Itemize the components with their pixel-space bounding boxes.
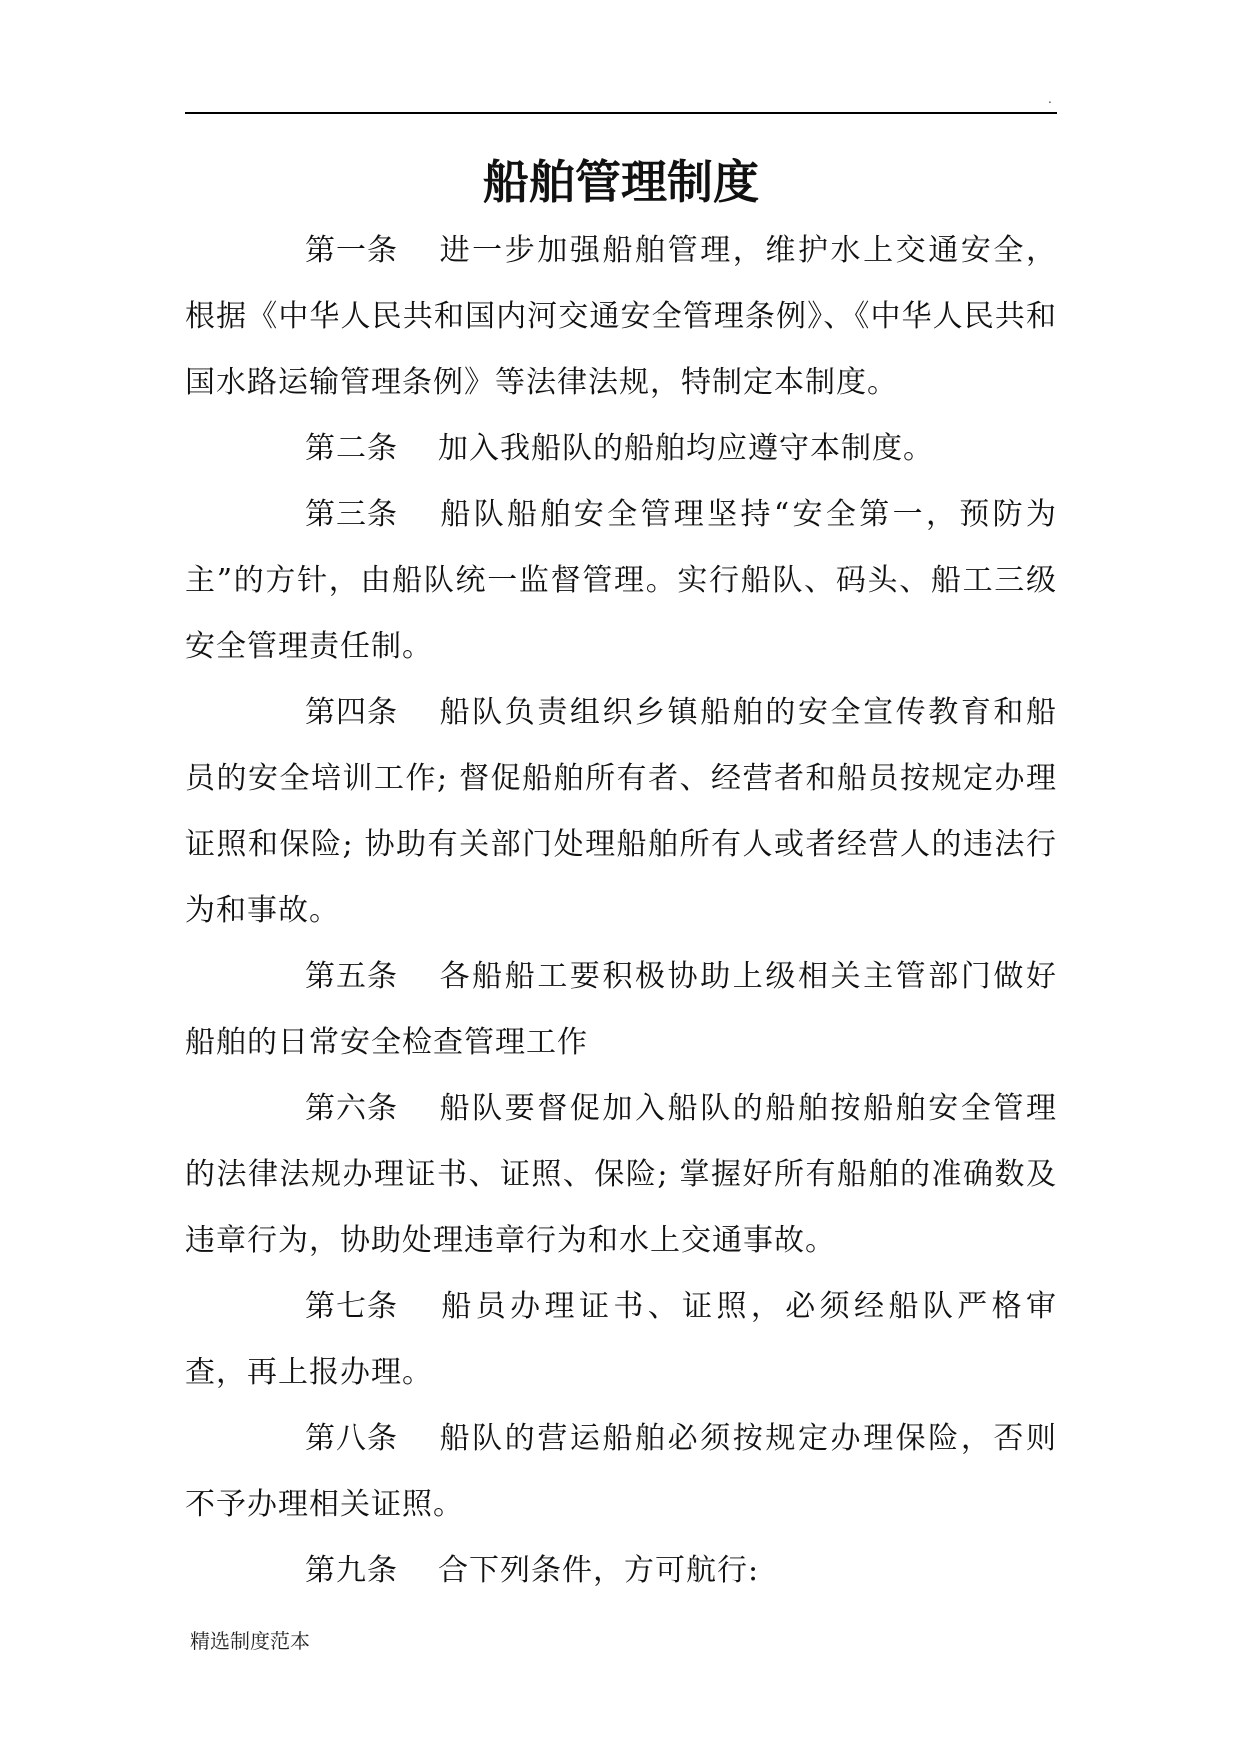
article-text: 加入我船队的船舶均应遵守本制度。 [438,431,934,466]
article-3 [185,482,1057,680]
article-4 [185,680,1057,944]
article-7 [185,1274,1057,1406]
article-8 [185,1406,1057,1538]
article-number: 第五条 [305,959,398,994]
article-text: 合下列条件，方可航行: [438,1553,760,1588]
header-rule [185,112,1057,114]
article-text: 船队船舶安全管理坚持“安全第一，预防为主”的方针，由船队统一监督管理。实行船队、码头、船工三级安全管理责任制。 [185,497,1057,664]
article-number: 第四条 [305,695,398,730]
article-text: 船队要督促加入船队的船舶按船舶安全管理的法律法规办理证书、证照、保险; 掌握好所有船舶的准确数及违章行为，协助处理违章行为和水上交通事故。 [185,1091,1057,1258]
article-number: 第三条 [305,497,398,532]
article-9 [185,1538,1057,1604]
article-text: 各船船工要积极协助上级相关主管部门做好船舶的日常安全检查管理工作 [185,959,1057,1060]
article-number: 第九条 [305,1553,398,1588]
article-number: 第二条 [305,431,398,466]
header-dot: . [1048,92,1052,106]
article-number: 第六条 [305,1091,398,1126]
article-number: 第一条 [305,233,398,268]
document-body [185,218,1057,1604]
article-text: 船队的营运船舶必须按规定办理保险，否则不予办理相关证照。 [185,1421,1057,1522]
article-5 [185,944,1057,1076]
document-title: 船舶管理制度 [483,155,759,209]
article-text: 进一步加强船舶管理，维护水上交通安全，根据《中华人民共和国内河交通安全管理条例》、《中华人民共和国水路运输管理条例》等法律法规，特制定本制度。 [185,233,1057,400]
article-1 [185,218,1057,416]
article-6 [185,1076,1057,1274]
article-text: 船员办理证书、证照，必须经船队严格审查，再上报办理。 [185,1289,1057,1390]
article-number: 第八条 [305,1421,398,1456]
article-number: 第七条 [305,1289,398,1324]
footer-note: 精选制度范本 [190,1629,310,1653]
article-text: 船队负责组织乡镇船舶的安全宣传教育和船员的安全培训工作; 督促船舶所有者、经营者和船员按规定办理证照和保险; 协助有关部门处理船舶所有人或者经营人的违法行为和事故。 [185,695,1057,928]
article-2 [185,416,1057,482]
